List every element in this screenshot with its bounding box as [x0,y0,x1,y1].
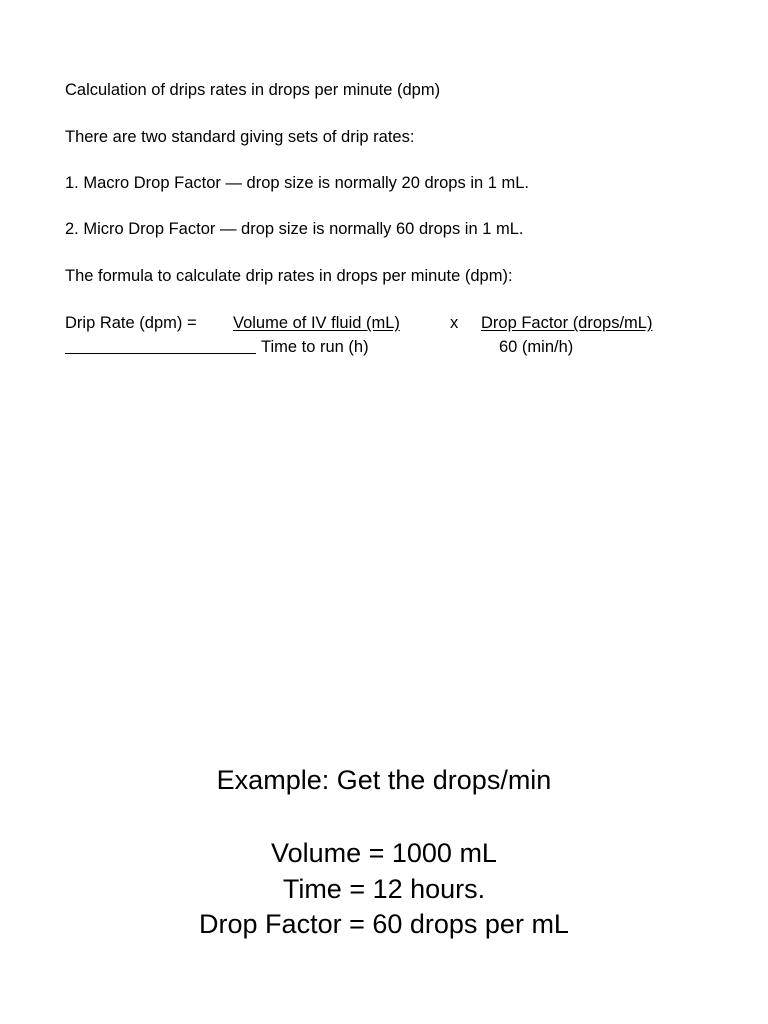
example-volume: Volume = 1000 mL [271,838,497,868]
formula-denominator-time: Time to run (h) [261,338,369,356]
standard-sets-text: There are two standard giving sets of drip rates: [65,128,415,146]
formula-operator: x [450,314,459,332]
macro-drop-factor-item: 1. Macro Drop Factor — drop size is normally 20 drops in 1 mL. [65,174,530,192]
formula-denominator-minutes: 60 (min/h) [499,338,574,356]
example-heading: Example: Get the drops/min [216,765,552,795]
document-title: Calculation of drips rates in drops per minute (dpm) [65,81,441,99]
micro-drop-factor-item: 2. Micro Drop Factor — drop size is normally 60 drops in 1 mL. [65,220,524,238]
formula-label: Drip Rate (dpm) = [65,314,197,332]
formula-numerator-volume: Volume of IV fluid (mL) [233,314,400,332]
formula-intro-text: The formula to calculate drip rates in drops per minute (dpm): [65,267,513,285]
formula-numerator-drop-factor: Drop Factor (drops/mL) [481,314,653,332]
fraction-rule [65,353,256,354]
example-drop-factor: Drop Factor = 60 drops per mL [199,909,569,939]
example-time: Time = 12 hours. [282,874,486,904]
